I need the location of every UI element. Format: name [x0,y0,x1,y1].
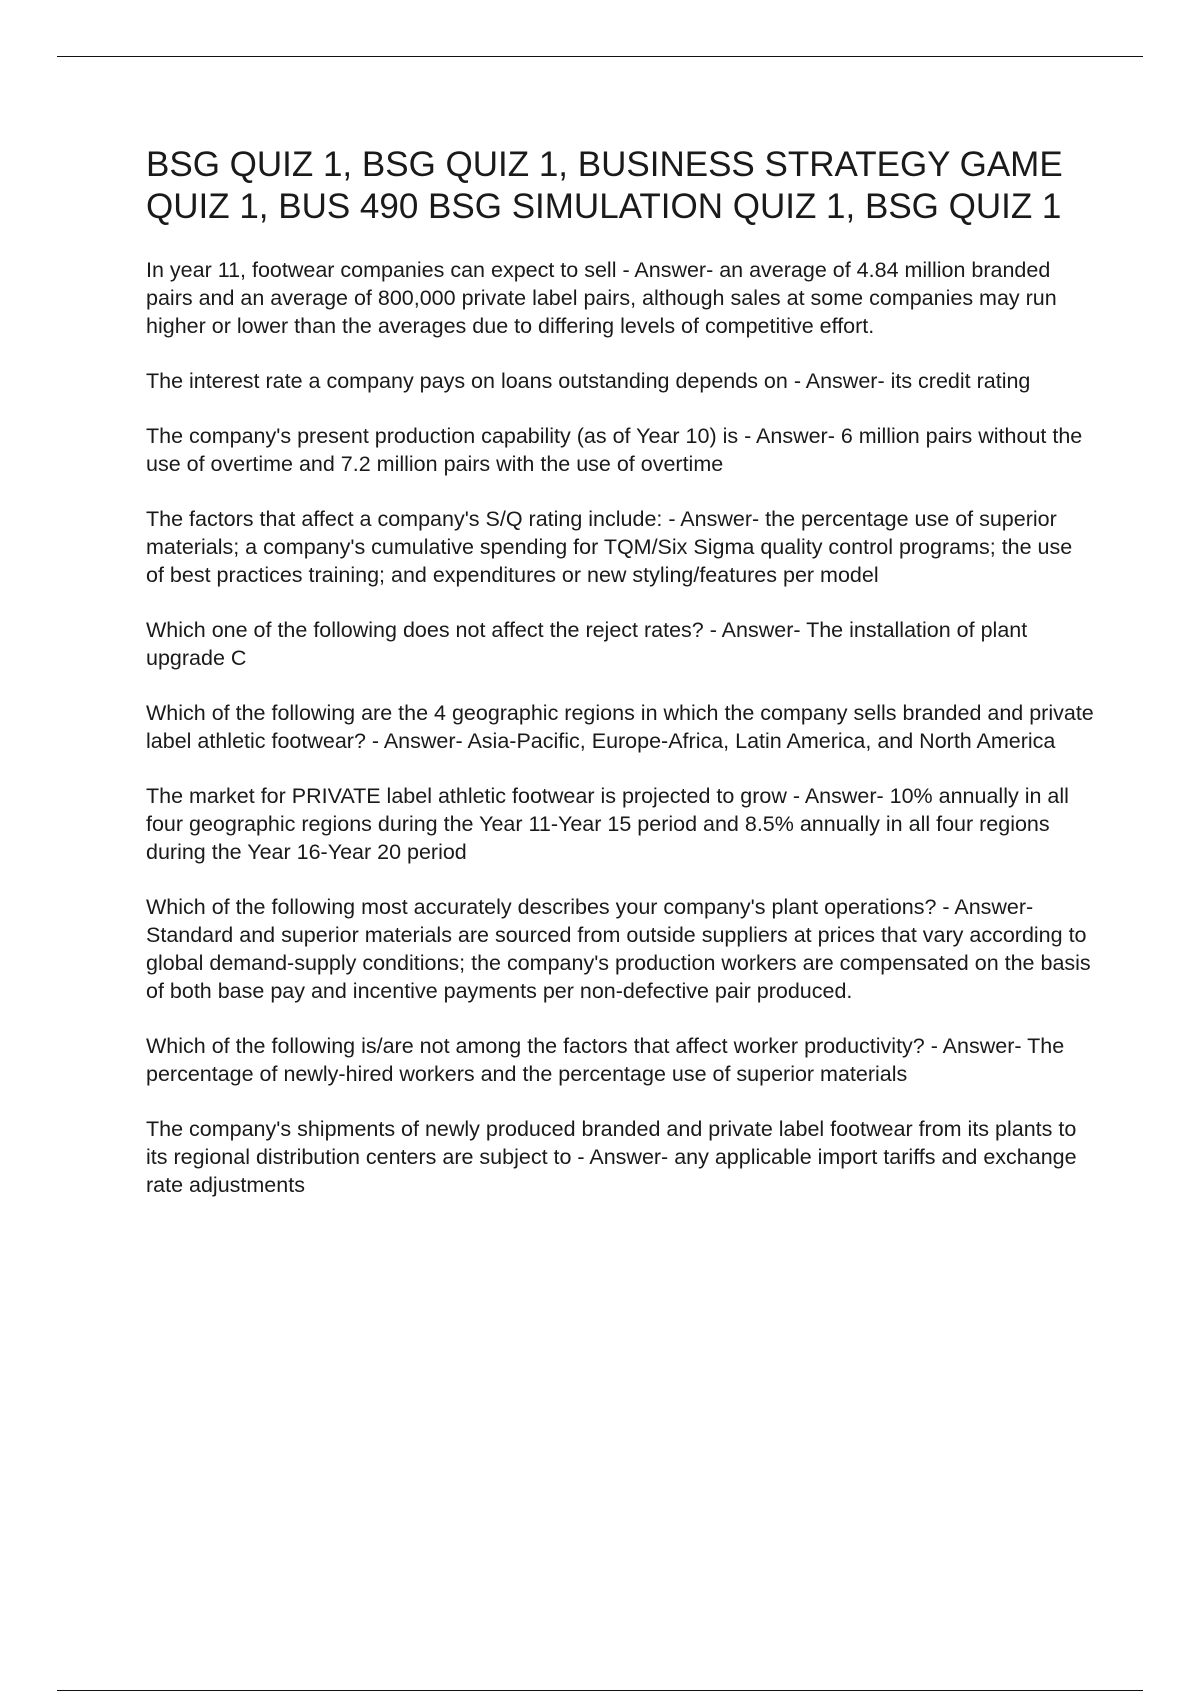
qa-item: Which one of the following does not affect the reject rates? - Answer- The installation of plant upgrade C [146,618,1028,670]
top-divider [57,56,1143,57]
document-title: BSG QUIZ 1, BSG QUIZ 1, BUSINESS STRATEGY GAME QUIZ 1, BUS 490 BSG SIMULATION QUIZ 1, BSG QUIZ 1 [146,145,1063,226]
qa-item: Which of the following most accurately describes your company's plant operations? - Answer- Standard and superior materials are sourced from outside suppliers at prices that vary according to global demand-supply conditions; the company's production workers are compensated on the basis of both base pay and incentive payments per non-defective pair produced. [146,895,1091,1003]
qa-item: In year 11, footwear companies can expect to sell - Answer- an average of 4.84 million branded pairs and an average of 800,000 private label pairs, although sales at some companies may run higher or lower than the averages due to differing levels of competitive effort. [146,258,1057,338]
qa-item: The interest rate a company pays on loans outstanding depends on - Answer- its credit rating [146,369,1031,393]
bottom-divider [57,1690,1143,1691]
qa-item: The market for PRIVATE label athletic footwear is projected to grow - Answer- 10% annually in all four geographic regions during the Year 11-Year 15 period and 8.5% annually in all four regions during the Year 16-Year 20 period [146,784,1069,864]
qa-item: Which of the following is/are not among the factors that affect worker productivity? - Answer- The percentage of newly-hired workers and the percentage use of superior materials [146,1034,1065,1086]
qa-item: The company's shipments of newly produced branded and private label footwear from its plants to its regional distribution centers are subject to - Answer- any applicable import tariffs and exchange rate adjustments [146,1117,1077,1197]
document-body [146,144,1096,1226]
qa-item: The factors that affect a company's S/Q rating include: - Answer- the percentage use of superior materials; a company's cumulative spending for TQM/Six Sigma quality control programs; the use of best practices training; and expenditures or new styling/features per model [146,507,1073,587]
qa-item: Which of the following are the 4 geographic regions in which the company sells branded and private label athletic footwear? - Answer- Asia-Pacific, Europe-Africa, Latin America, and North America [146,701,1094,753]
qa-item: The company's present production capability (as of Year 10) is - Answer- 6 million pairs without the use of overtime and 7.2 million pairs with the use of overtime [146,424,1083,476]
